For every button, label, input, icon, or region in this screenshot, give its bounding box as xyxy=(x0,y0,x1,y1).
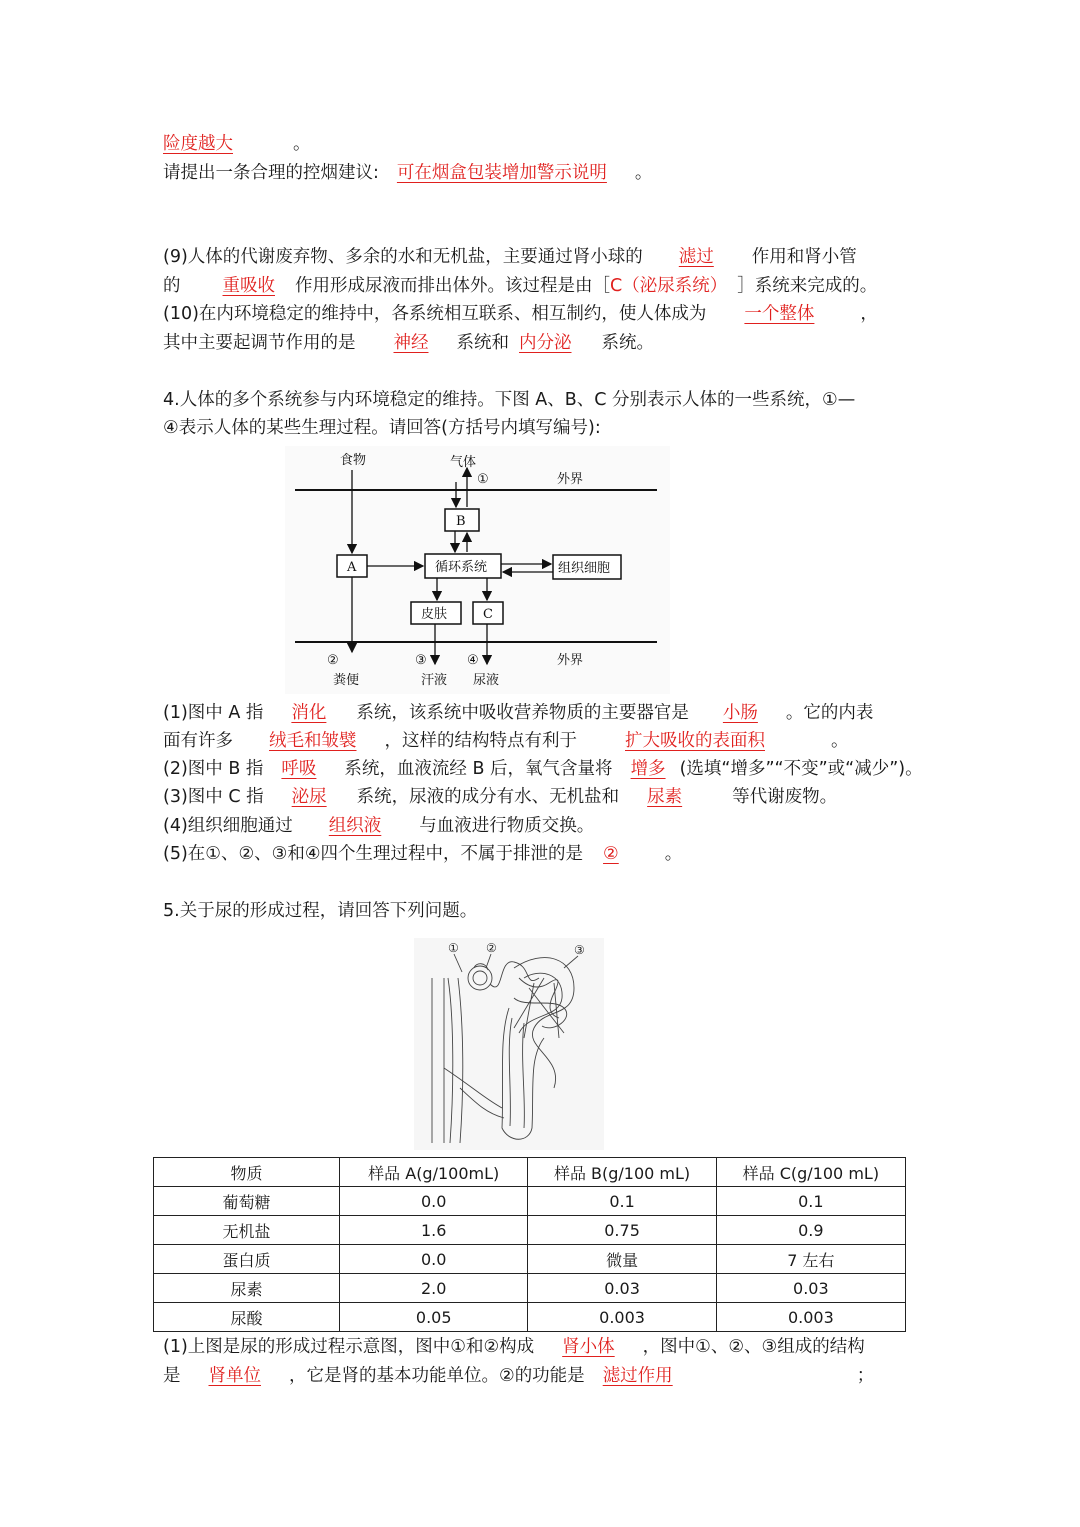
answer-q10-3: 内分泌 xyxy=(519,333,572,353)
q10-line1: (10)在内环境稳定的维持中，各系统相互联系、相互制约，使人体成为 一个整体 ， xyxy=(163,304,878,324)
label-box-c: C xyxy=(483,607,493,622)
answer-q10-2: 神经 xyxy=(393,333,429,353)
table-cell: 无机盐 xyxy=(154,1216,340,1245)
label-box-a: A xyxy=(347,560,357,575)
label-circulatory: 循环系统 xyxy=(435,560,488,575)
label-tissue: 组织细胞 xyxy=(558,561,611,576)
smoking-advice-line: 请提出一条合理的控烟建议: 可在烟盒包装增加警示说明 。 xyxy=(163,163,653,183)
table-row xyxy=(154,1216,906,1245)
table-cell: 0.003 xyxy=(528,1303,716,1332)
table-cell: 尿酸 xyxy=(154,1303,340,1332)
q5-intro: 5.关于尿的形成过程，请回答下列问题。 xyxy=(163,901,478,921)
answer-q4-1b: 小肠 xyxy=(722,703,758,723)
answer-q4-1a: 消化 xyxy=(291,703,327,723)
table-cell: 0.0 xyxy=(340,1245,528,1274)
table-header: 样品 C(g/100 mL) xyxy=(716,1158,905,1187)
answer-risk: 险度越大 xyxy=(163,134,233,154)
answer-q9-3: C（泌尿系统） xyxy=(610,276,728,296)
nephron-label-2: ② xyxy=(486,941,497,955)
q4-s1-line1: (1)图中 A 指 消化 系统，该系统中吸收营养物质的主要器官是 小肠 。它的内表 xyxy=(163,703,874,723)
answer-q4-4: 组织液 xyxy=(328,816,382,836)
table-cell: 蛋白质 xyxy=(154,1245,340,1274)
label-outside-top: 外界 xyxy=(557,472,584,487)
answer-q4-3b: 尿素 xyxy=(647,787,683,807)
table-cell: 1.6 xyxy=(340,1216,528,1245)
q4-intro-2: ④表示人体的某些生理过程。请回答(方括号内填写编号): xyxy=(163,418,601,438)
table-row xyxy=(154,1303,906,1332)
label-circle-2: ② xyxy=(327,653,339,668)
risk-line: 险度越大 。 xyxy=(163,134,311,154)
q5-s1-line1: (1)上图是尿的形成过程示意图，图中①和②构成 肾小体 ，图中①、②、③组成的结构 xyxy=(163,1337,865,1357)
answer-q4-5: ② xyxy=(603,844,619,864)
table-cell: 0.75 xyxy=(528,1216,716,1245)
table-cell: 0.05 xyxy=(340,1303,528,1332)
label-urine: 尿液 xyxy=(473,673,500,688)
q4-s1-line2: 面有许多 绒毛和皱襞 ，这样的结构特点有利于 扩大吸收的表面积 。 xyxy=(163,731,849,751)
q4-s4-line: (4)组织细胞通过 组织液 与血液进行物质交换。 xyxy=(163,816,595,836)
table-cell: 0.1 xyxy=(528,1187,716,1216)
sample-table xyxy=(153,1157,906,1332)
q4-s3-line: (3)图中 C 指 泌尿 系统，尿液的成分有水、无机盐和 尿素 等代谢废物。 xyxy=(163,787,838,807)
label-sweat: 汗液 xyxy=(421,673,448,688)
systems-diagram xyxy=(285,446,670,694)
answer-q4-2a: 呼吸 xyxy=(281,759,317,779)
answer-smoking: 可在烟盒包装增加警示说明 xyxy=(396,163,607,183)
table-row xyxy=(154,1187,906,1216)
q5-s1-line2: 是 肾单位 ，它是肾的基本功能单位。②的功能是 滤过作用 ； xyxy=(163,1366,875,1386)
table-cell: 0.03 xyxy=(716,1274,905,1303)
table-header: 样品 A(g/100mL) xyxy=(340,1158,528,1187)
table-header-row xyxy=(154,1158,906,1187)
table-cell: 尿素 xyxy=(154,1274,340,1303)
label-circle-1: ① xyxy=(477,472,489,487)
label-box-b: B xyxy=(456,514,466,529)
label-skin: 皮肤 xyxy=(421,607,448,622)
table-header: 样品 B(g/100 mL) xyxy=(528,1158,716,1187)
nephron-label-1: ① xyxy=(448,941,459,955)
nephron-figure xyxy=(414,938,604,1150)
answer-q4-1c: 绒毛和皱襞 xyxy=(269,731,357,751)
table-cell: 0.9 xyxy=(716,1216,905,1245)
table-cell: 2.0 xyxy=(340,1274,528,1303)
answer-q4-1d: 扩大吸收的表面积 xyxy=(625,731,765,751)
q4-intro-1: 4.人体的多个系统参与内环境稳定的维持。下图 A、B、C 分别表示人体的一些系统，①— xyxy=(163,390,856,410)
q9-line1: (9)人体的代谢废弃物、多余的水和无机盐，主要通过肾小球的 滤过 作用和肾小管 xyxy=(163,247,857,267)
label-gas: 气体 xyxy=(450,455,477,470)
table-cell: 葡萄糖 xyxy=(154,1187,340,1216)
answer-q10-1: 一个整体 xyxy=(744,304,815,324)
q9-line2: 的 重吸收 作用形成尿液而排出体外。该过程是由［C（泌尿系统） ］系统来完成的。 xyxy=(163,276,878,296)
label-circle-3: ③ xyxy=(415,653,427,668)
table-row xyxy=(154,1274,906,1303)
table-cell: 0.0 xyxy=(340,1187,528,1216)
answer-q9-1: 滤过 xyxy=(678,247,714,267)
table-cell: 0.1 xyxy=(716,1187,905,1216)
answer-q4-2b: 增多 xyxy=(630,759,666,779)
table-cell: 0.03 xyxy=(528,1274,716,1303)
nephron-label-3: ③ xyxy=(574,943,585,957)
table-cell: 7 左右 xyxy=(716,1245,905,1274)
table-cell: 微量 xyxy=(528,1245,716,1274)
answer-q4-3a: 泌尿 xyxy=(291,787,327,807)
label-circle-4: ④ xyxy=(467,653,479,668)
answer-q5-1a: 肾小体 xyxy=(562,1337,615,1357)
q10-line2: 其中主要起调节作用的是 神经 系统和 内分泌 系统。 xyxy=(163,333,654,353)
table-cell: 0.003 xyxy=(716,1303,905,1332)
q4-s5-line: (5)在①、②、③和④四个生理过程中，不属于排泄的是 ② 。 xyxy=(163,844,683,864)
answer-q5-1c: 滤过作用 xyxy=(602,1366,673,1386)
label-feces: 粪便 xyxy=(333,673,360,688)
label-outside-bottom: 外界 xyxy=(557,653,584,668)
answer-q5-1b: 肾单位 xyxy=(208,1366,261,1386)
table-row xyxy=(154,1245,906,1274)
answer-q9-2: 重吸收 xyxy=(222,276,275,296)
q4-s2-line: (2)图中 B 指 呼吸 系统，血液流经 B 后，氧气含量将 增多 (选填“增多”“不变”或“减少”)。 xyxy=(163,759,923,779)
table-header: 物质 xyxy=(154,1158,340,1187)
label-food: 食物 xyxy=(340,453,367,468)
